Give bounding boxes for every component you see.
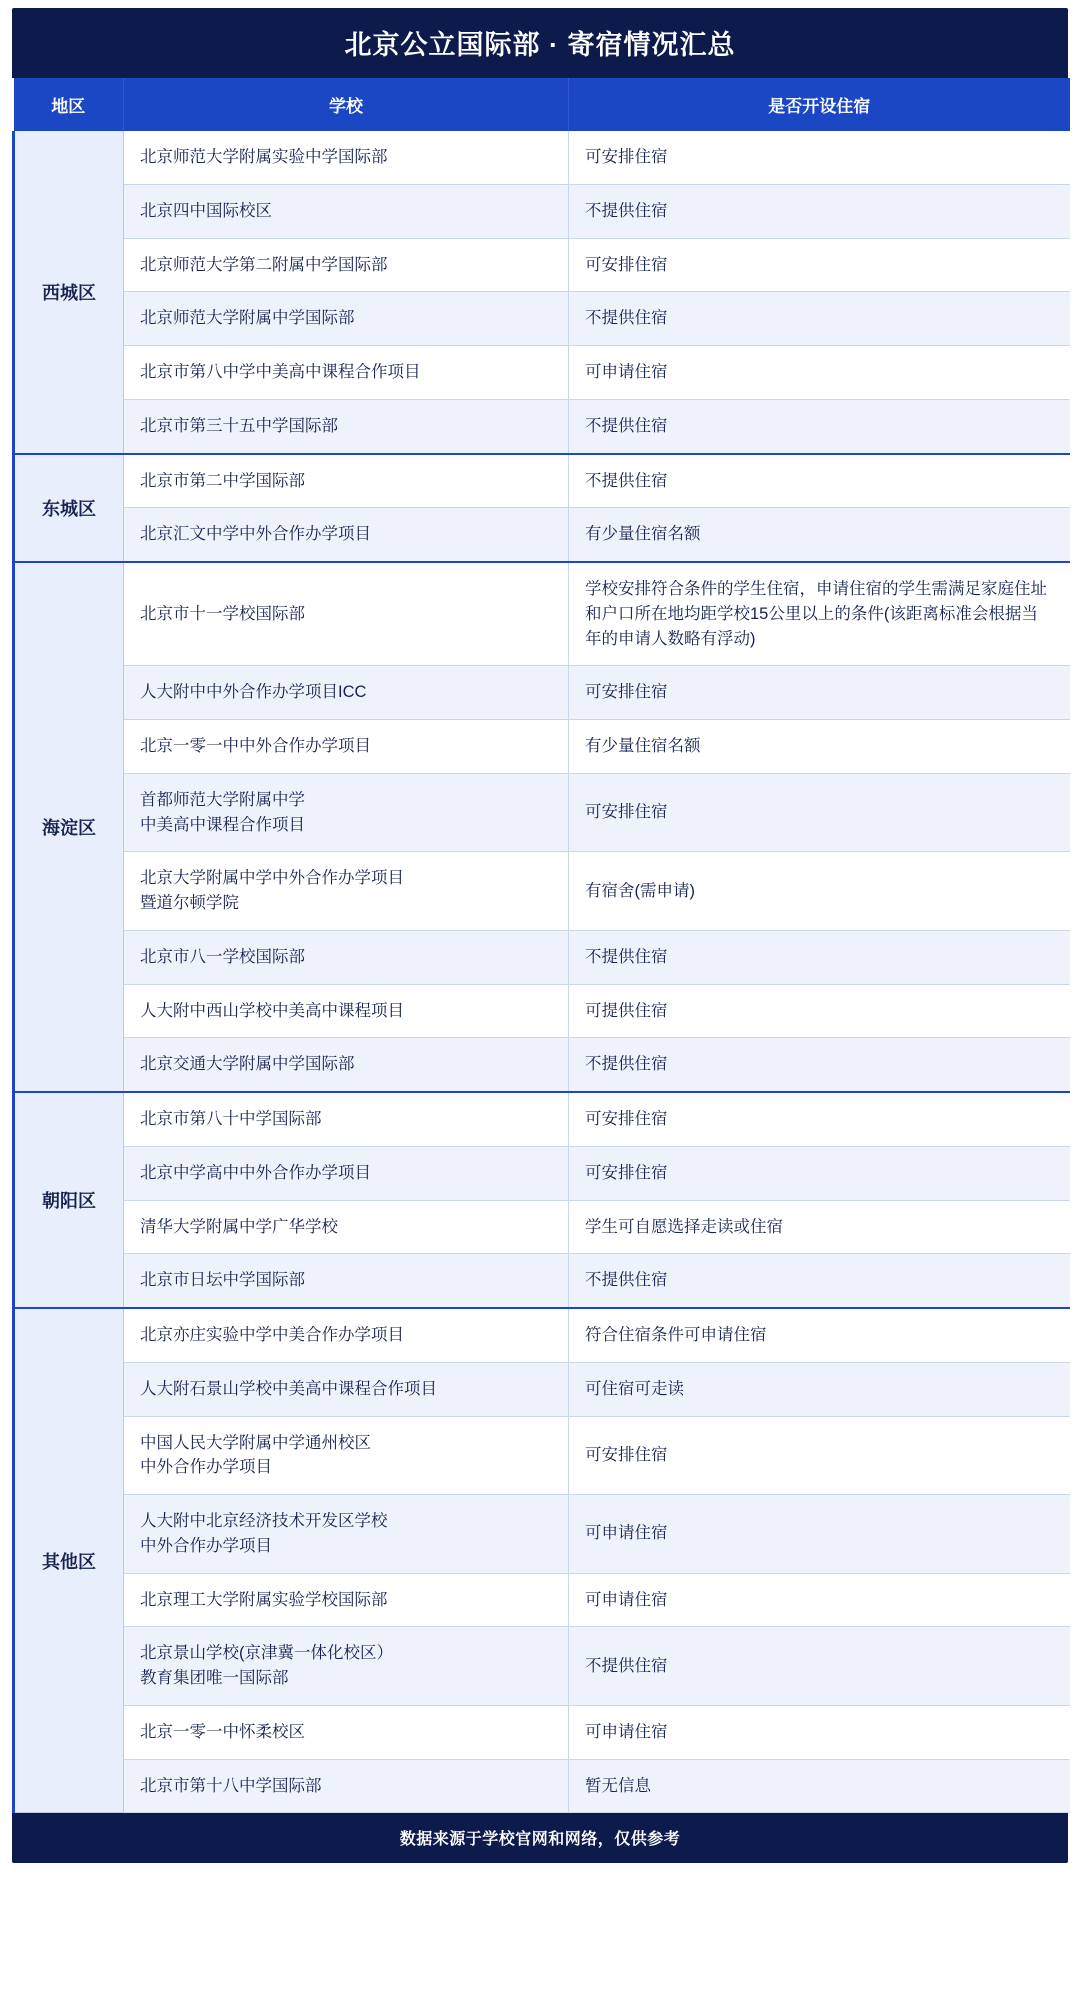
table-row: [14, 984, 1070, 1038]
column-header-region: 地区: [14, 78, 124, 131]
school-cell: 北京一零一中中外合作办学项目: [124, 720, 569, 774]
school-cell: 北京市日坛中学国际部: [124, 1254, 569, 1308]
school-cell: 人大附中西山学校中美高中课程项目: [124, 984, 569, 1038]
boarding-cell: 可提供住宿: [569, 984, 1070, 1038]
boarding-cell: 有少量住宿名额: [569, 720, 1070, 774]
boarding-cell: 不提供住宿: [569, 1627, 1070, 1706]
boarding-cell: 可住宿可走读: [569, 1362, 1070, 1416]
boarding-cell: 可安排住宿: [569, 131, 1070, 184]
school-cell: 中国人民大学附属中学通州校区 中外合作办学项目: [124, 1416, 569, 1495]
table-row: [14, 666, 1070, 720]
boarding-cell: 学校安排符合条件的学生住宿，申请住宿的学生需满足家庭住址和户口所在地均距学校15公里以上的条件(该距离标准会根据当年的申请人数略有浮动): [569, 562, 1070, 666]
school-cell: 北京市十一学校国际部: [124, 562, 569, 666]
boarding-cell: 暂无信息: [569, 1759, 1070, 1813]
table-row: [14, 773, 1070, 852]
footer-note: 数据来源于学校官网和网络，仅供参考: [12, 1813, 1068, 1863]
school-cell: 人大附中北京经济技术开发区学校 中外合作办学项目: [124, 1495, 569, 1574]
boarding-cell: 可安排住宿: [569, 1092, 1070, 1146]
table-row: [14, 1200, 1070, 1254]
school-cell: 清华大学附属中学广华学校: [124, 1200, 569, 1254]
table-row: [14, 562, 1070, 666]
school-cell: 北京亦庄实验中学中美合作办学项目: [124, 1308, 569, 1362]
table-row: [14, 1705, 1070, 1759]
table-row: [14, 1416, 1070, 1495]
school-cell: 北京景山学校(京津冀一体化校区） 教育集团唯一国际部: [124, 1627, 569, 1706]
table-row: [14, 1038, 1070, 1092]
region-cell: 西城区: [14, 131, 124, 454]
boarding-cell: 不提供住宿: [569, 1254, 1070, 1308]
table-row: [14, 184, 1070, 238]
table-body: [14, 131, 1070, 1813]
school-cell: 北京市第二中学国际部: [124, 454, 569, 508]
school-cell: 人大附石景山学校中美高中课程合作项目: [124, 1362, 569, 1416]
school-cell: 北京交通大学附属中学国际部: [124, 1038, 569, 1092]
table-row: [14, 346, 1070, 400]
school-cell: 人大附中中外合作办学项目ICC: [124, 666, 569, 720]
boarding-cell: 不提供住宿: [569, 292, 1070, 346]
table-row: [14, 1627, 1070, 1706]
table-row: [14, 131, 1070, 184]
boarding-cell: 可申请住宿: [569, 346, 1070, 400]
boarding-cell: 符合住宿条件可申请住宿: [569, 1308, 1070, 1362]
table-row: [14, 1573, 1070, 1627]
school-cell: 北京市第三十五中学国际部: [124, 399, 569, 453]
boarding-cell: 可安排住宿: [569, 238, 1070, 292]
boarding-cell: 不提供住宿: [569, 1038, 1070, 1092]
table-row: [14, 292, 1070, 346]
school-cell: 北京市第八十中学国际部: [124, 1092, 569, 1146]
table-row: [14, 1308, 1070, 1362]
boarding-cell: 有宿舍(需申请): [569, 852, 1070, 931]
boarding-cell: 不提供住宿: [569, 399, 1070, 453]
page-title: 北京公立国际部 · 寄宿情况汇总: [12, 8, 1068, 78]
school-cell: 北京师范大学附属中学国际部: [124, 292, 569, 346]
table-row: [14, 720, 1070, 774]
boarding-cell: 不提供住宿: [569, 184, 1070, 238]
boarding-cell: 可安排住宿: [569, 1146, 1070, 1200]
table-row: [14, 508, 1070, 562]
table-row: [14, 454, 1070, 508]
school-cell: 北京一零一中怀柔校区: [124, 1705, 569, 1759]
school-cell: 北京市八一学校国际部: [124, 930, 569, 984]
table-row: [14, 1362, 1070, 1416]
school-cell: 北京理工大学附属实验学校国际部: [124, 1573, 569, 1627]
column-header-boarding: 是否开设住宿: [569, 78, 1070, 131]
region-cell: 朝阳区: [14, 1092, 124, 1308]
table-row: [14, 1495, 1070, 1574]
table-row: [14, 930, 1070, 984]
region-cell: 其他区: [14, 1308, 124, 1813]
region-cell: 东城区: [14, 454, 124, 563]
school-cell: 北京师范大学第二附属中学国际部: [124, 238, 569, 292]
table-row: [14, 1759, 1070, 1813]
school-cell: 北京大学附属中学中外合作办学项目 暨道尔顿学院: [124, 852, 569, 931]
region-cell: 海淀区: [14, 562, 124, 1092]
table-row: [14, 852, 1070, 931]
table-row: [14, 399, 1070, 453]
table-row: [14, 238, 1070, 292]
column-header-school: 学校: [124, 78, 569, 131]
school-cell: 北京市第十八中学国际部: [124, 1759, 569, 1813]
boarding-cell: 可申请住宿: [569, 1705, 1070, 1759]
table-row: [14, 1092, 1070, 1146]
school-cell: 首都师范大学附属中学 中美高中课程合作项目: [124, 773, 569, 852]
boarding-cell: 可安排住宿: [569, 666, 1070, 720]
table-header: [14, 78, 1070, 131]
school-cell: 北京四中国际校区: [124, 184, 569, 238]
school-cell: 北京师范大学附属实验中学国际部: [124, 131, 569, 184]
boarding-table: [12, 78, 1070, 1813]
boarding-cell: 有少量住宿名额: [569, 508, 1070, 562]
school-cell: 北京汇文中学中外合作办学项目: [124, 508, 569, 562]
boarding-cell: 可安排住宿: [569, 773, 1070, 852]
boarding-cell: 不提供住宿: [569, 930, 1070, 984]
table-row: [14, 1254, 1070, 1308]
boarding-cell: 可安排住宿: [569, 1416, 1070, 1495]
boarding-cell: 可申请住宿: [569, 1495, 1070, 1574]
boarding-cell: 学生可自愿选择走读或住宿: [569, 1200, 1070, 1254]
boarding-cell: 可申请住宿: [569, 1573, 1070, 1627]
boarding-cell: 不提供住宿: [569, 454, 1070, 508]
school-cell: 北京中学高中中外合作办学项目: [124, 1146, 569, 1200]
table-row: [14, 1146, 1070, 1200]
school-cell: 北京市第八中学中美高中课程合作项目: [124, 346, 569, 400]
